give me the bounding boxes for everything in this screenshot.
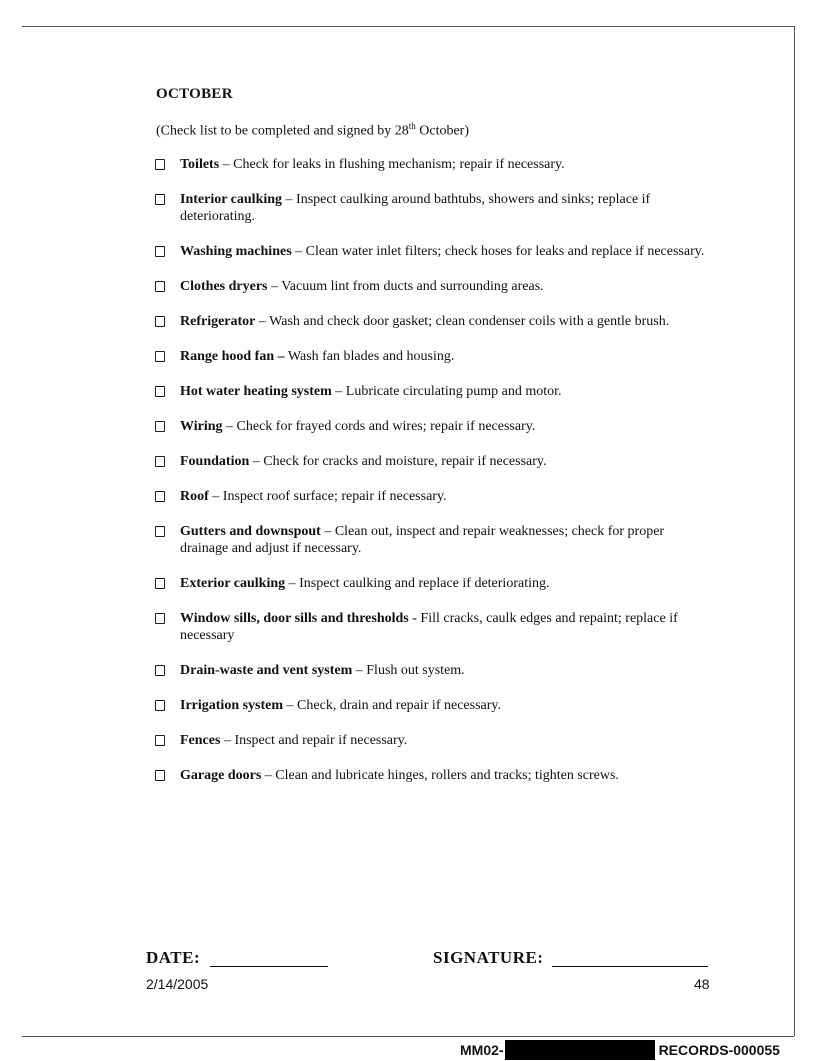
checkbox[interactable]: [155, 281, 165, 292]
checkbox[interactable]: [155, 421, 165, 432]
item-description: – Check for leaks in flushing mechanism; repair if necessary.: [219, 157, 565, 172]
signature-label: SIGNATURE:: [433, 948, 544, 967]
checkbox[interactable]: [155, 526, 165, 537]
item-name: Drain-waste and vent system: [180, 663, 353, 678]
item-name: Roof: [180, 489, 209, 504]
item-description: – Inspect roof surface; repair if necessary.: [208, 489, 447, 504]
item-description: – Clean and lubricate hinges, rollers and tracks; tighten screws.: [261, 768, 619, 783]
page-border-top: [22, 26, 794, 27]
item-description: – Lubricate circulating pump and motor.: [331, 384, 562, 399]
item-description: – Inspect caulking around bathtubs, showers and sinks; replace if deteriorating.: [180, 192, 651, 224]
checklist-item: [150, 156, 710, 173]
item-name: Toilets: [180, 157, 220, 172]
item-description: – Flush out system.: [352, 663, 465, 678]
date-label: DATE:: [146, 948, 201, 967]
item-name: Refrigerator: [180, 314, 256, 329]
page-border-bottom: [22, 1036, 794, 1037]
item-name: Foundation: [180, 454, 250, 469]
checkbox[interactable]: [155, 159, 165, 170]
item-name: Garage doors: [180, 768, 262, 783]
item-name: Range hood fan –: [180, 349, 285, 364]
checklist-item: [150, 575, 710, 592]
item-description: Fill cracks, caulk edges and repaint; replace if necessary: [180, 611, 678, 643]
checklist-item: [150, 662, 710, 679]
item-description: – Inspect caulking and replace if deteriorating.: [285, 576, 550, 591]
item-description: – Check, drain and repair if necessary.: [283, 698, 501, 713]
checklist-item: [150, 697, 710, 714]
checkbox[interactable]: [155, 770, 165, 781]
item-name: Interior caulking: [180, 192, 283, 207]
checkbox[interactable]: [155, 456, 165, 467]
signature-line[interactable]: [552, 966, 708, 967]
item-description: Wash fan blades and housing.: [284, 349, 455, 364]
item-description: – Vacuum lint from ducts and surrounding areas.: [267, 279, 544, 294]
checklist-item: [150, 732, 710, 749]
checklist-item: [150, 767, 710, 784]
item-description: – Wash and check door gasket; clean condenser coils with a gentle brush.: [255, 314, 670, 329]
intro-text-before: (Check list to be completed and signed by 28: [156, 123, 409, 139]
checkbox[interactable]: [155, 578, 165, 589]
footer-date: 2/14/2005: [146, 976, 209, 992]
checklist-item: [150, 348, 710, 365]
checkbox[interactable]: [155, 351, 165, 362]
checkbox[interactable]: [155, 246, 165, 257]
intro-text-after: October): [415, 123, 470, 139]
checklist-item: [150, 191, 710, 225]
checkbox[interactable]: [155, 735, 165, 746]
checklist-item: [150, 418, 710, 435]
bates-prefix: MM02-: [460, 1042, 504, 1058]
item-name: Washing machines: [180, 244, 292, 259]
item-name: Irrigation system: [180, 698, 284, 713]
intro-superscript: th: [408, 121, 416, 131]
item-name: Wiring: [180, 419, 223, 434]
checklist-item: [150, 383, 710, 400]
checklist-item: [150, 278, 710, 295]
checkbox[interactable]: [155, 316, 165, 327]
checklist-item: [150, 610, 710, 644]
item-name: Fences: [180, 733, 221, 748]
checklist-item: [150, 453, 710, 470]
redaction-block: [505, 1040, 655, 1060]
item-name: Clothes dryers: [180, 279, 268, 294]
date-line[interactable]: [210, 966, 328, 967]
page-border-right: [794, 26, 795, 1036]
bates-suffix: RECORDS-000055: [658, 1042, 780, 1058]
checkbox[interactable]: [155, 665, 165, 676]
checklist-item: [150, 313, 710, 330]
item-name: Hot water heating system: [180, 384, 332, 399]
item-description: – Check for frayed cords and wires; repair if necessary.: [222, 419, 536, 434]
checkbox[interactable]: [155, 491, 165, 502]
checklist: [150, 156, 710, 802]
item-description: – Check for cracks and moisture, repair if necessary.: [249, 454, 547, 469]
page-number: 48: [694, 976, 710, 992]
checkbox[interactable]: [155, 194, 165, 205]
checkbox[interactable]: [155, 613, 165, 624]
item-name: Window sills, door sills and thresholds -: [180, 611, 417, 626]
checklist-item: [150, 523, 710, 557]
item-description: – Clean out, inspect and repair weaknesses; check for proper drainage and adjust if necessary.: [180, 524, 665, 556]
checkbox[interactable]: [155, 700, 165, 711]
intro-text: [156, 121, 469, 140]
item-description: – Clean water inlet filters; check hoses for leaks and replace if necessary.: [291, 244, 705, 259]
item-name: Exterior caulking: [180, 576, 286, 591]
bates-stamp: [460, 1040, 780, 1060]
checklist-item: [150, 243, 710, 260]
item-description: – Inspect and repair if necessary.: [220, 733, 408, 748]
item-name: Gutters and downspout: [180, 524, 321, 539]
page-title: OCTOBER: [156, 86, 233, 102]
checklist-item: [150, 488, 710, 505]
checkbox[interactable]: [155, 386, 165, 397]
